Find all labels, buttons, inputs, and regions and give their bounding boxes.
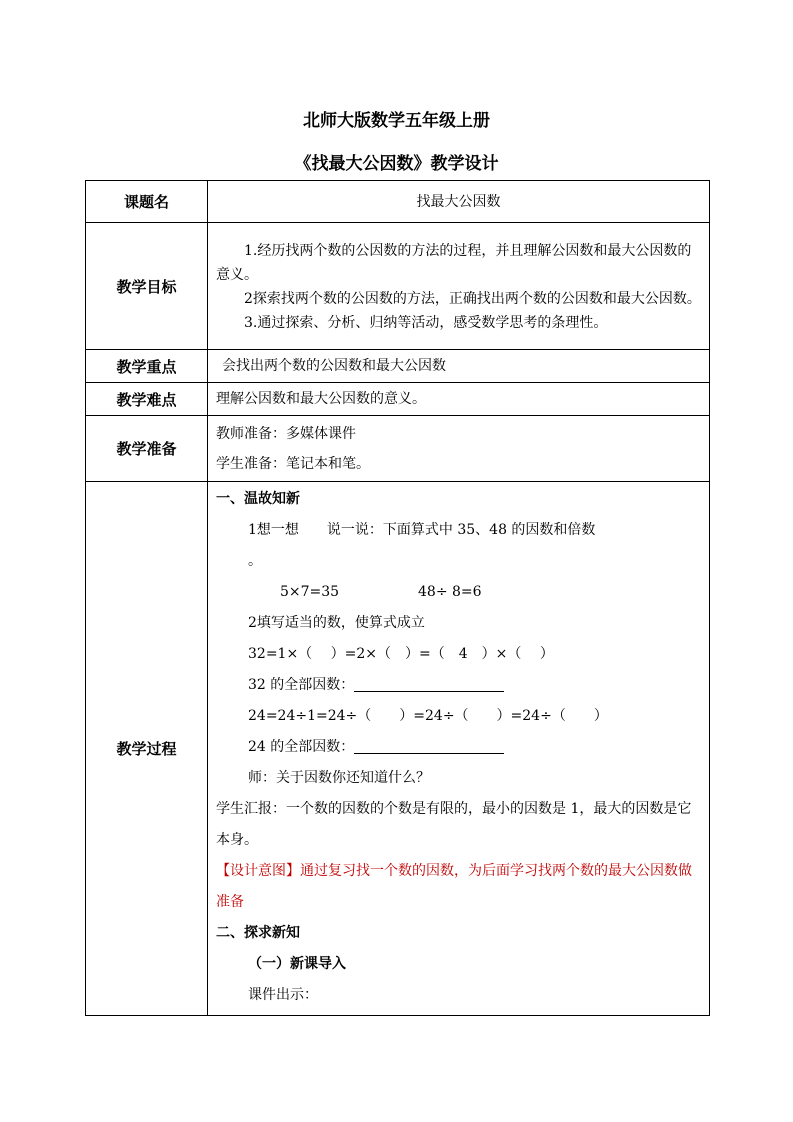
courseware-label: 课件出示：	[248, 987, 318, 1003]
objectives-label: 教学目标	[86, 223, 208, 350]
answer-blank	[354, 677, 504, 692]
teacher-question: 师：关于因数你还知道什么？	[248, 770, 430, 786]
key-points-label: 教学重点	[86, 350, 208, 383]
factors-24-row	[216, 732, 701, 763]
question-2: 2填写适当的数，使算式成立	[248, 615, 425, 631]
row-difficulties	[86, 383, 710, 416]
teacher-preparation: 教师准备：多媒体课件	[216, 425, 356, 442]
subsection-title: （一）新课导入	[248, 956, 346, 972]
factors-32-label: 32 的全部因数：	[248, 677, 355, 693]
section1-title: 一、温故知新	[216, 491, 300, 507]
question-1: 1想一想 说一说：下面算式中 35、48 的因数和倍数	[248, 522, 596, 538]
student-report: 学生汇报：一个数的因数的个数是有限的，最小的因数是 1，最大的因数是它本身。	[216, 801, 692, 848]
equations-row	[216, 577, 701, 608]
objectives-cell	[208, 223, 710, 350]
row-topic	[86, 181, 710, 223]
section2-title: 二、探求新知	[216, 925, 300, 941]
difficulties-label: 教学难点	[86, 383, 208, 416]
row-process	[86, 482, 710, 1016]
difficulties-value: 理解公因数和最大公因数的意义。	[208, 383, 710, 416]
factors-32-row	[216, 670, 701, 701]
preparation-label: 教学准备	[86, 416, 208, 482]
row-preparation	[86, 416, 710, 482]
formula-32: 32=1×（ ）=2×（ ）=（ 4 ）×（ ）	[248, 646, 554, 662]
formula-24: 24=24÷1=24÷（ ）=24÷（ ）=24÷（ ）	[248, 708, 608, 724]
process-cell	[208, 482, 710, 1016]
answer-blank	[354, 739, 504, 754]
design-intent	[216, 856, 701, 918]
student-preparation: 学生准备：笔记本和笔。	[216, 455, 370, 472]
design-intent-tag: 【设计意图】	[216, 863, 300, 879]
process-label: 教学过程	[86, 482, 208, 1016]
equation-2: 48÷ 8=6	[418, 584, 482, 600]
row-objectives	[86, 223, 710, 350]
key-points-value: 会找出两个数的公因数和最大公因数	[208, 350, 710, 383]
objective-item: 1.经历找两个数的公因数的方法的过程，并且理解公因数和最大公因数的意义。	[216, 243, 692, 283]
row-key-points	[86, 350, 710, 383]
equation-1: 5×7=35	[280, 584, 340, 600]
document-title: 北师大版数学五年级上册	[303, 111, 490, 131]
preparation-cell	[208, 416, 710, 482]
design-intent-text: 通过复习找一个数的因数，为后面学习找两个数的最大公因数做准备	[216, 863, 692, 910]
question-1-tail: 。	[248, 553, 262, 569]
lesson-plan-table	[85, 180, 710, 1016]
topic-value: 找最大公因数	[208, 181, 710, 223]
topic-label: 课题名	[86, 181, 208, 223]
objective-item: 3.通过探索、分析、归纳等活动，感受数学思考的条理性。	[244, 315, 608, 331]
factors-24-label: 24 的全部因数：	[248, 739, 355, 755]
objective-item: 2探索找两个数的公因数的方法，正确找出两个数的公因数和最大公因数。	[244, 291, 701, 307]
document-subtitle: 《找最大公因数》教学设计	[294, 154, 499, 174]
